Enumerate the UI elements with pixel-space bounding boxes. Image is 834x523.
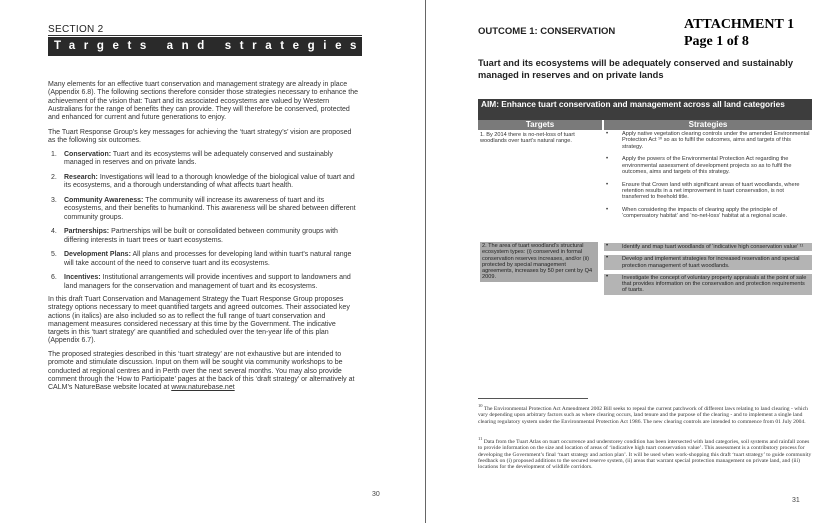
outcome-item: 6. Incentives: Institutional arrangements will provide incentives and support to landowners and land managers for the conservation and management of tuart and its ecosystems. <box>51 274 351 290</box>
bullet-icon: • <box>606 243 609 249</box>
intro-paragraph: Many elements for an effective tuart conservation and management strategy are already in place (Appendix 6.8). The following sections therefore consider those strategies necessary to enhance the achievement of the vision that: Tuart and its associated ecosystems are valued by Western Australians for the range of benefits they can provide. They will therefore be conserved, protected and enhanced for current and future generations to enjoy. <box>48 81 358 122</box>
section-label: SECTION 2 <box>48 24 104 35</box>
page-gutter <box>420 0 428 523</box>
aim-banner: AIM: Enhance tuart conservation and management across all land categories <box>478 99 812 120</box>
outcome-item: 5. Development Plans: All plans and processes for developing land within tuart’s natural range will take account of the need to conserve tuart and its ecosystems. <box>51 251 352 267</box>
footnote-11: $^{11}$ Data from the Tuart Atlas on tuart occurrence and understorey condition has been intersected with land categories, soil systems and rainfall zones to provide information on the size and location of areas of ‘indicative high tuart conservation value’. This assessment is a contributory process for developing the Government’s final ‘tuart strategy and action plan’. It will be used when work-shopping this draft ‘tuart strategy’ to guide community feedback on (i) proposed additions to the secured reserve system, (ii) areas that warrant special protection management on private land, and (iii) locations for the development of wildlife corridors. <box>478 436 812 471</box>
page-number-right: 31 <box>792 497 800 504</box>
strategy-item: • Investigate the concept of voluntary property appraisals at the point of sale that provides information on the conservation and protection requirements of tuarts. <box>604 274 812 295</box>
strategies-group-1 <box>604 131 812 226</box>
outcome-item: 3. Community Awareness: The community will increase its awareness of tuart and its ecosystems, and their benefits to humankind. This awareness will be shared between different community groups. <box>51 196 356 221</box>
outcome-item: 4. Partnerships: Partnerships will be built or consolidated between community groups with differing interests in tuart trees or tuart ecosystems. <box>51 228 338 244</box>
outcome-item: 1. Conservation: Tuart and its ecosystems will be adequately conserved and sustainably managed in reserves and on private lands. <box>51 151 333 167</box>
outcome-item: 2. Research: Investigations will lead to a thorough knowledge of the biological value of tuart and its ecosystems, and a thorough understanding of what affects tuart health. <box>51 173 355 190</box>
bullet-icon: • <box>606 181 609 188</box>
strategy-item: • Ensure that Crown land with significant areas of tuart woodlands, where retention results in a net improvement in tuart conservation, is not transferred to freehold title. <box>606 181 800 201</box>
bullet-icon: • <box>606 131 609 137</box>
bullet-icon: • <box>606 207 609 214</box>
strategies-group-2 <box>604 243 812 299</box>
strategies-column-header: Strategies <box>604 120 812 130</box>
footnote-10: $^{10}$ The Environmental Protection Act Amendment 2002 Bill seeks to repeal the current patchwork of different laws relating to land clearing - which vary depending upon arbitrary factors such as where clearing occurs, land tenure and the purpose of the clearing - and to implement a single land clearing regulatory system under the Environmental Protection Act 1986. The new clearing controls are intended to commence from 01 July 2004. <box>478 403 808 425</box>
strategy-item: • Develop and implement strategies for increased reservation and special protection management of tuart woodlands. <box>604 255 812 270</box>
strategy-item: • Apply native vegetation clearing controls under the amended Environmental Protection Act ¹⁰ so as to fulfil the outcomes, aims and targets of this strategy. <box>606 131 810 150</box>
draft-strategy-paragraph: In this draft Tuart Conservation and Management Strategy the Tuart Response Group proposes strategy options necessary to meet quantified targets and agreed outcomes. Their associated key actions (in italics) are also included so as to reflect the full range of tuart conservation and management measures considered necessary at this time by the Government. The indicative targets in this ‘tuart strategy’ are quantified and scheduled over the ten-year life of this plan (Appendix 6.7). <box>48 296 350 345</box>
strategy-item: • When considering the impacts of clearing apply the principle of ‘compensatory habitat’ and ‘no-net-loss’ habitat at a regional scale. <box>606 207 788 220</box>
attachment-stamp: ATTACHMENT 1 Page 1 of 8 <box>684 17 795 49</box>
section-rule <box>48 35 362 36</box>
outcome-statement: Tuart and its ecosystems will be adequately conserved and sustainably managed in reserves and on private lands <box>478 58 793 80</box>
bullet-icon: • <box>606 156 609 163</box>
page-number-left: 30 <box>372 491 380 498</box>
strategy-item: • Apply the powers of the Environmental Protection Act regarding the environmental assessment of development projects so as to fulfil the outcomes, aims and targets of this strategy. <box>606 156 792 175</box>
bullet-icon: • <box>606 255 609 262</box>
outcomes-list <box>48 151 358 297</box>
target-2: 2. The area of tuart woodland’s structural ecosystem types: (i) conserved in formal conservation reserves increases, and/or (ii) protected by special management agreements, increases by 50 per cent by Q4 2009. <box>480 242 598 282</box>
naturebase-link[interactable]: www.naturebase.net <box>171 384 235 392</box>
right-page <box>428 0 834 523</box>
footnote-rule <box>478 398 588 399</box>
outcome-heading: OUTCOME 1: CONSERVATION <box>478 26 616 37</box>
bullet-icon: • <box>606 273 609 280</box>
proposed-strategies-paragraph: The proposed strategies described in this ‘tuart strategy’ are not exhaustive but are intended to promote and stimulate discussion. Input on them will be sought via community workshops to be conducted at regional centres and in Perth over the next several months. You may also provide comment through the ‘How to Participate’ pages at the back of this ‘draft strategy’ or alternatively at CALM’s NatureBase website located at www.naturebase.net <box>48 351 355 392</box>
section-title-band: Targets and strategies <box>48 37 362 56</box>
key-messages-paragraph: The Tuart Response Group’s key messages for achieving the ‘tuart strategy’s’ vision are proposed as the following six outcomes. <box>48 129 352 145</box>
targets-column-header: Targets <box>478 120 602 130</box>
strategy-item: • Identify and map tuart woodlands of ‘indicative high conservation value’ ¹¹ <box>604 243 812 251</box>
target-1: 1. By 2014 there is no-net-loss of tuart woodlands over tuart’s natural range. <box>480 132 575 145</box>
